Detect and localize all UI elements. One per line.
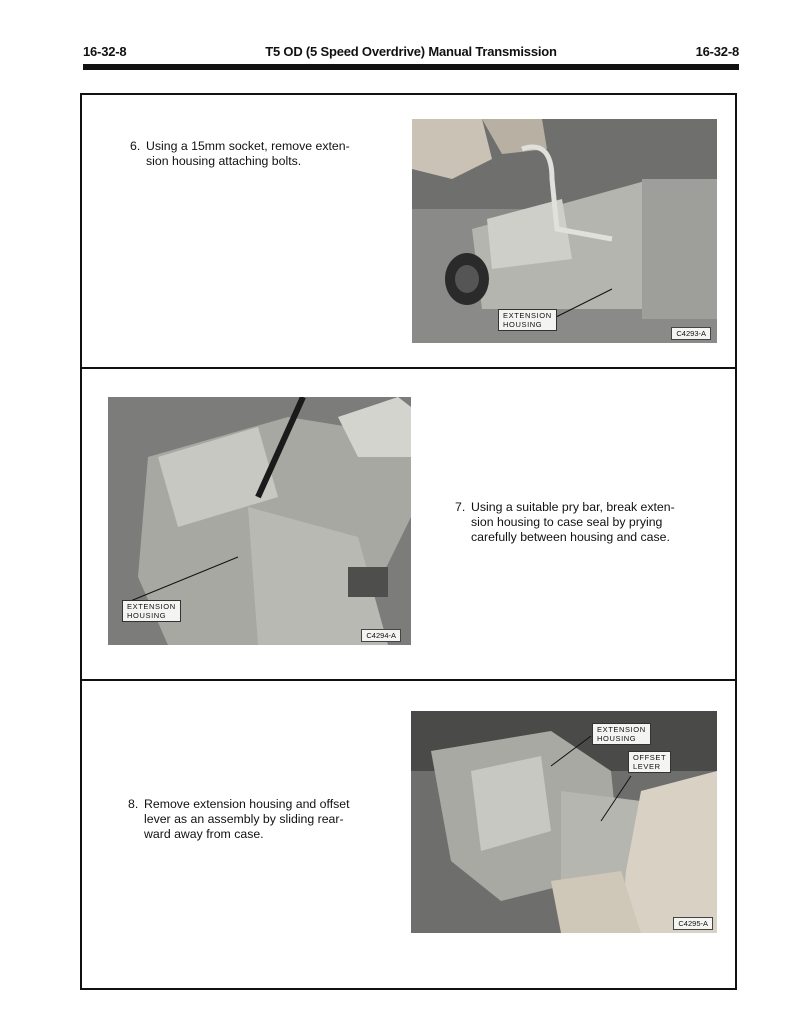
step-line: carefully between housing and case. [471, 530, 670, 544]
step-line: Using a 15mm socket, remove exten- [146, 139, 350, 153]
callout-extension-housing: EXTENSION HOUSING [498, 309, 557, 331]
step-8-text [128, 797, 388, 842]
step-line: Remove extension housing and offset [144, 797, 350, 811]
step-6-text [130, 139, 390, 169]
section-divider [82, 367, 735, 369]
page-number-left: 16-32-8 [83, 44, 127, 59]
transmission-photo-illustration [411, 711, 717, 933]
step-line: Using a suitable pry bar, break exten- [471, 500, 675, 514]
callout-offset-lever: OFFSET LEVER [628, 751, 671, 773]
step-7-text [455, 500, 725, 545]
page-number-right: 16-32-8 [695, 44, 739, 59]
procedure-frame [80, 93, 737, 990]
page-title: T5 OD (5 Speed Overdrive) Manual Transmission [265, 44, 557, 59]
step-number: 6. [130, 139, 141, 153]
figure-photo-c4295 [411, 711, 717, 933]
step-number: 8. [128, 797, 139, 811]
figure-id: C4293-A [671, 327, 711, 340]
step-line: ward away from case. [144, 827, 264, 841]
figure-photo-c4293 [412, 119, 717, 343]
step-line: lever as an assembly by sliding rear- [144, 812, 344, 826]
figure-id: C4294-A [361, 629, 401, 642]
callout-extension-housing: EXTENSION HOUSING [592, 723, 651, 745]
transmission-photo-illustration [412, 119, 717, 343]
section-divider [82, 679, 735, 681]
figure-photo-c4294 [108, 397, 411, 645]
step-number: 7. [455, 500, 466, 514]
step-line: sion housing attaching bolts. [146, 154, 302, 168]
page-header [83, 44, 739, 64]
figure-id: C4295-A [673, 917, 713, 930]
callout-extension-housing: EXTENSION HOUSING [122, 600, 181, 622]
header-rule [83, 64, 739, 70]
step-line: sion housing to case seal by prying [471, 515, 663, 529]
